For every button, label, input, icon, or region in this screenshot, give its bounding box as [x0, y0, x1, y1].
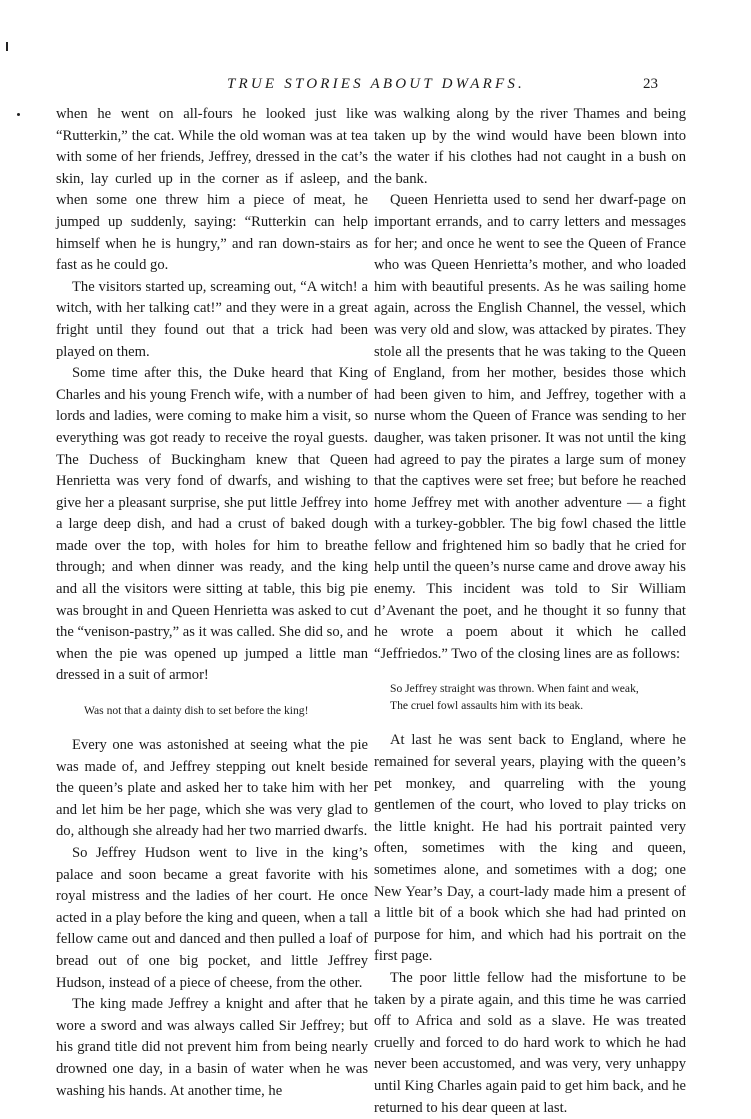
- paragraph: when he went on all-fours he looked just like “Rutterkin,” the cat. While the old woman was at tea with some of her friends, Jeffrey, dressed in the cat’s skin, lay curled up in the corner as if asleep, and when some one threw him a piece of meat, he jumped up suddenly, saying: “Rutterkin can help himself when he is hungry,” and ran down-stairs as fast as he could go.: [56, 106, 368, 274]
- left-column: [56, 104, 368, 1102]
- scan-speck: [6, 42, 8, 51]
- paragraph: Queen Henrietta used to send her dwarf-page on important errands, and to carry letters and messages for her; and once he went to see the Queen of France who was Queen Henrietta’s mother, and who loaded him with beautiful presents. As he was sailing home again, across the English Channel, the vessel, which was very old and slow, was attacked by pirates. They stole all the presents that he was taking to the Queen of England, from her mother, besides those which had been given to him, and Jeffrey, together with a nurse whom the Queen of France was sending to her daugher, was taken prisoner. It was not until the king had agreed to pay the pirates a large sum of money that the captives were set free; but before he reached home Jeffrey met with another adventure — a fight with a turkey-gobbler. The big fowl chased the little fellow and frightened him so badly that he cried for help until the queen’s nurse came and drove away his enemy. This incident was told to Sir William d’Avenant the poet, and he thought it so funny that he wrote a poem about it which he called “Jeffriedos.” Two of the closing lines are as follows:: [374, 192, 686, 662]
- page-number: 23: [643, 76, 658, 92]
- paragraph: Every one was astonished at seeing what the pie was made of, and Jeffrey stepping out knelt beside the queen’s plate and asked her to take him with her and let him be her page, which she was very glad to do, although she already had her two married dwarfs.: [56, 737, 368, 840]
- paragraph: The poor little fellow had the misfortune to be taken by a pirate again, and this time he was carried off to Africa and sold as a slave. He was treated cruelly and forced to do hard work to which he had never been accustomed, and was very, very unhappy until King Charles again paid to get him back, and he returned to his dear queen at last.: [374, 969, 686, 1116]
- paragraph: At last he was sent back to England, where he remained for several years, playing with the queen’s pet monkey, and quarreling with the young gentlemen of the court, who loved to play tricks on the little knight. He had his portrait painted very often, sometimes with the king and queen, sometimes alone, and sometimes with a dog; one New Year’s Day, a court-lady made him a present of a little bit of a book which she had had printed on purpose for him, and which had his portrait on the first page.: [374, 732, 686, 965]
- verse-line: So Jeffrey straight was thrown. When faint and weak,: [390, 682, 639, 696]
- verse-quote: [374, 680, 686, 714]
- verse-line: Was not that a dainty dish to set before the king!: [84, 704, 309, 718]
- paragraph: The king made Jeffrey a knight and after that he wore a sword and was always called Sir Jeffrey; but his grand title did not prevent him from being nearly drowned one day, in a basin of water when he was washing his hands. At another time, he: [56, 996, 368, 1099]
- paragraph: Some time after this, the Duke heard that King Charles and his young French wife, with a number of lords and ladies, were coming to make him a visit, so everything was got ready to receive the royal guests. The Duchess of Buckingham knew that Queen Henrietta was very fond of dwarfs, and wishing to give her a pleasant surprise, she put little Jeffrey into a large deep dish, and had a crust of baked dough made over the top, with holes for him to breathe through; and when dinner was ready, and the king and all the visitors were sitting at table, this big pie was brought in and Queen Henrietta was asked to cut the “venison-pastry,” as it was called. She did so, and when the pie was opened up jumped a little man dressed in a suit of armor!: [56, 365, 368, 684]
- paragraph: was walking along by the river Thames and being taken up by the wind would have been blown into the water if his clothes had not caught in a bush on the bank.: [374, 106, 686, 187]
- verse-quote: [56, 702, 368, 719]
- paragraph: The visitors started up, screaming out, “A witch! a witch, with her talking cat!” and they were in a great fright until they found out that a trick had been played on them.: [56, 278, 368, 360]
- paragraph: So Jeffrey Hudson went to live in the king’s palace and soon became a great favorite with his royal mistress and the ladies of her court. He once acted in a play before the king and queen, when a tall fellow came out and danced and then pulled a loaf of bread out of one big pocket, and little Jeffrey Hudson, instead of a piece of cheese, from the other.: [56, 845, 368, 991]
- right-column: [374, 104, 686, 1119]
- scan-speck: [17, 113, 20, 116]
- running-title: TRUE STORIES ABOUT DWARFS.: [227, 76, 525, 92]
- verse-line: The cruel fowl assaults him with its beak.: [390, 699, 584, 713]
